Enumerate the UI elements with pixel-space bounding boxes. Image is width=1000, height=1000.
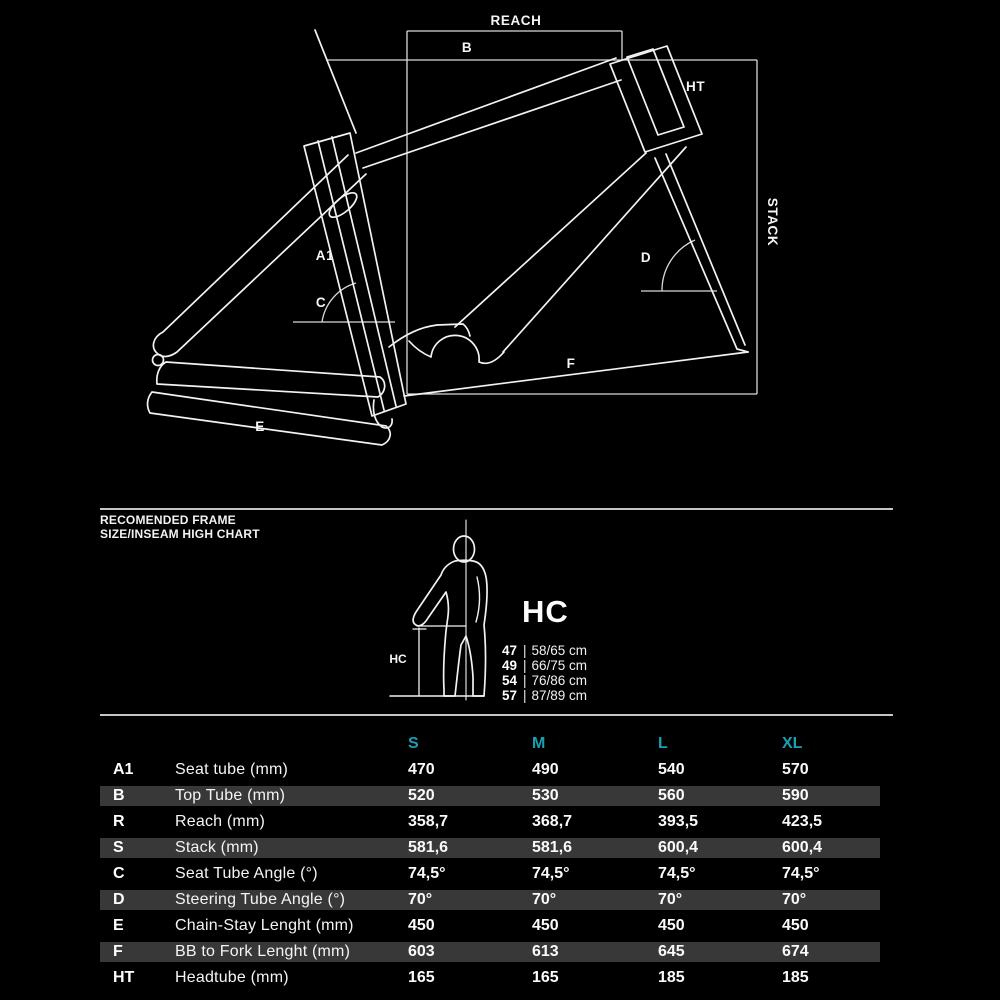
cell-value: 450 <box>408 917 435 934</box>
row-label: Seat Tube Angle (°) <box>175 865 318 882</box>
row-label: BB to Fork Lenght (mm) <box>175 943 351 960</box>
cell-value: 358,7 <box>408 813 449 830</box>
seat-tube-label: A1 <box>315 248 335 263</box>
hc-size-row <box>502 658 587 673</box>
hc-size-row <box>502 673 587 688</box>
cell-value: 74,5° <box>782 865 820 882</box>
inseam-figure-label: HC <box>389 652 407 666</box>
cell-value: 570 <box>782 761 809 778</box>
size-column-l: L <box>658 735 668 752</box>
size-column-xl: XL <box>782 735 803 752</box>
cell-value: 74,5° <box>532 865 570 882</box>
table-row <box>100 783 880 809</box>
hc-size-value: 54 <box>502 673 518 688</box>
cell-value: 368,7 <box>532 813 573 830</box>
hc-size-value: 47 <box>502 643 518 658</box>
geometry-table <box>100 731 880 991</box>
fork-length-label: F <box>566 356 576 371</box>
seat-angle-label: C <box>315 295 327 310</box>
cell-value: 165 <box>532 969 559 986</box>
recommendation-heading-line1: RECOMENDED FRAME <box>100 513 236 527</box>
cell-value: 520 <box>408 787 435 804</box>
recommendation-heading <box>100 514 360 541</box>
table-body <box>100 757 880 991</box>
table-header <box>100 731 880 757</box>
hc-size-range: 58/65 cm <box>531 643 588 658</box>
row-label: Steering Tube Angle (°) <box>175 891 346 908</box>
row-label: Reach (mm) <box>175 813 266 830</box>
bb-to-fork-line <box>404 352 748 396</box>
down-tube <box>455 147 686 352</box>
cell-value: 70° <box>782 891 807 908</box>
chain-stays <box>157 362 385 397</box>
cell-value: 70° <box>532 891 557 908</box>
cell-value: 613 <box>532 943 559 960</box>
chainstay-label: E <box>255 419 265 434</box>
table-row <box>100 861 880 887</box>
cell-value: 674 <box>782 943 809 960</box>
table-row <box>100 809 880 835</box>
cell-value: 74,5° <box>658 865 696 882</box>
top-tube-label: B <box>461 40 473 55</box>
size-column-m: M <box>532 735 546 752</box>
row-key: C <box>113 865 125 882</box>
size-column-s: S <box>408 735 419 752</box>
hc-size-row <box>502 688 587 703</box>
hc-size-range: 87/89 cm <box>531 688 588 703</box>
table-row <box>100 913 880 939</box>
table-row <box>100 965 880 991</box>
cell-value: 70° <box>408 891 433 908</box>
cell-value: 540 <box>658 761 685 778</box>
row-key: R <box>113 813 125 830</box>
cell-value: 165 <box>408 969 435 986</box>
figure-body <box>413 560 487 696</box>
row-key: A1 <box>113 761 134 778</box>
row-key: D <box>113 891 125 908</box>
cell-value: 581,6 <box>408 839 449 856</box>
cell-value: 590 <box>782 787 809 804</box>
cell-value: 645 <box>658 943 685 960</box>
hc-size-value: 49 <box>502 658 518 673</box>
figure-head <box>454 536 475 562</box>
row-key: E <box>113 917 124 934</box>
hc-separator: | <box>523 673 527 688</box>
hc-separator: | <box>523 688 527 703</box>
cell-value: 600,4 <box>782 839 823 856</box>
row-label: Stack (mm) <box>175 839 259 856</box>
cell-value: 470 <box>408 761 435 778</box>
figure-arm-line <box>476 577 480 622</box>
row-key: S <box>113 839 124 856</box>
cell-value: 70° <box>658 891 683 908</box>
hc-size-range: 76/86 cm <box>531 673 588 688</box>
cell-value: 74,5° <box>408 865 446 882</box>
head-tube-label: HT <box>686 79 706 94</box>
row-label: Top Tube (mm) <box>175 787 286 804</box>
recommendation-heading-line2: SIZE/INSEAM HIGH CHART <box>100 526 260 541</box>
cell-value: 581,6 <box>532 839 573 856</box>
rear-dropout <box>153 355 164 366</box>
table-row <box>100 757 880 783</box>
hc-size-list <box>502 643 587 703</box>
row-key: HT <box>113 969 135 986</box>
table-row <box>100 939 880 965</box>
inseam-figure <box>378 516 492 706</box>
inseam-measure-line <box>413 628 426 696</box>
top-tube <box>356 58 621 168</box>
hc-separator: | <box>523 643 527 658</box>
section-divider-top <box>100 508 893 510</box>
cell-value: 450 <box>532 917 559 934</box>
frame-outline <box>148 30 748 445</box>
cell-value: 185 <box>782 969 809 986</box>
cell-value: 560 <box>658 787 685 804</box>
fork <box>655 154 748 352</box>
steer-angle-label: D <box>640 250 652 265</box>
hc-size-row <box>502 643 587 658</box>
row-label: Headtube (mm) <box>175 969 289 986</box>
cell-value: 450 <box>658 917 685 934</box>
hc-size-range: 66/75 cm <box>531 658 588 673</box>
row-key: B <box>113 787 125 804</box>
hc-separator: | <box>523 658 527 673</box>
section-divider-table <box>100 714 893 716</box>
hc-title: HC <box>522 594 569 629</box>
row-label: Chain-Stay Lenght (mm) <box>175 917 354 934</box>
table-row <box>100 887 880 913</box>
cell-value: 450 <box>782 917 809 934</box>
stack-label: STACK <box>765 197 780 247</box>
cell-value: 530 <box>532 787 559 804</box>
cell-value: 490 <box>532 761 559 778</box>
row-key: F <box>113 943 123 960</box>
cell-value: 600,4 <box>658 839 699 856</box>
reach-label: REACH <box>490 13 542 28</box>
hc-size-value: 57 <box>502 688 518 703</box>
cell-value: 185 <box>658 969 685 986</box>
cell-value: 603 <box>408 943 435 960</box>
head-tube <box>610 46 702 152</box>
row-label: Seat tube (mm) <box>175 761 289 778</box>
cell-value: 393,5 <box>658 813 699 830</box>
seatpost-line <box>315 30 356 133</box>
table-row <box>100 835 880 861</box>
cell-value: 423,5 <box>782 813 823 830</box>
